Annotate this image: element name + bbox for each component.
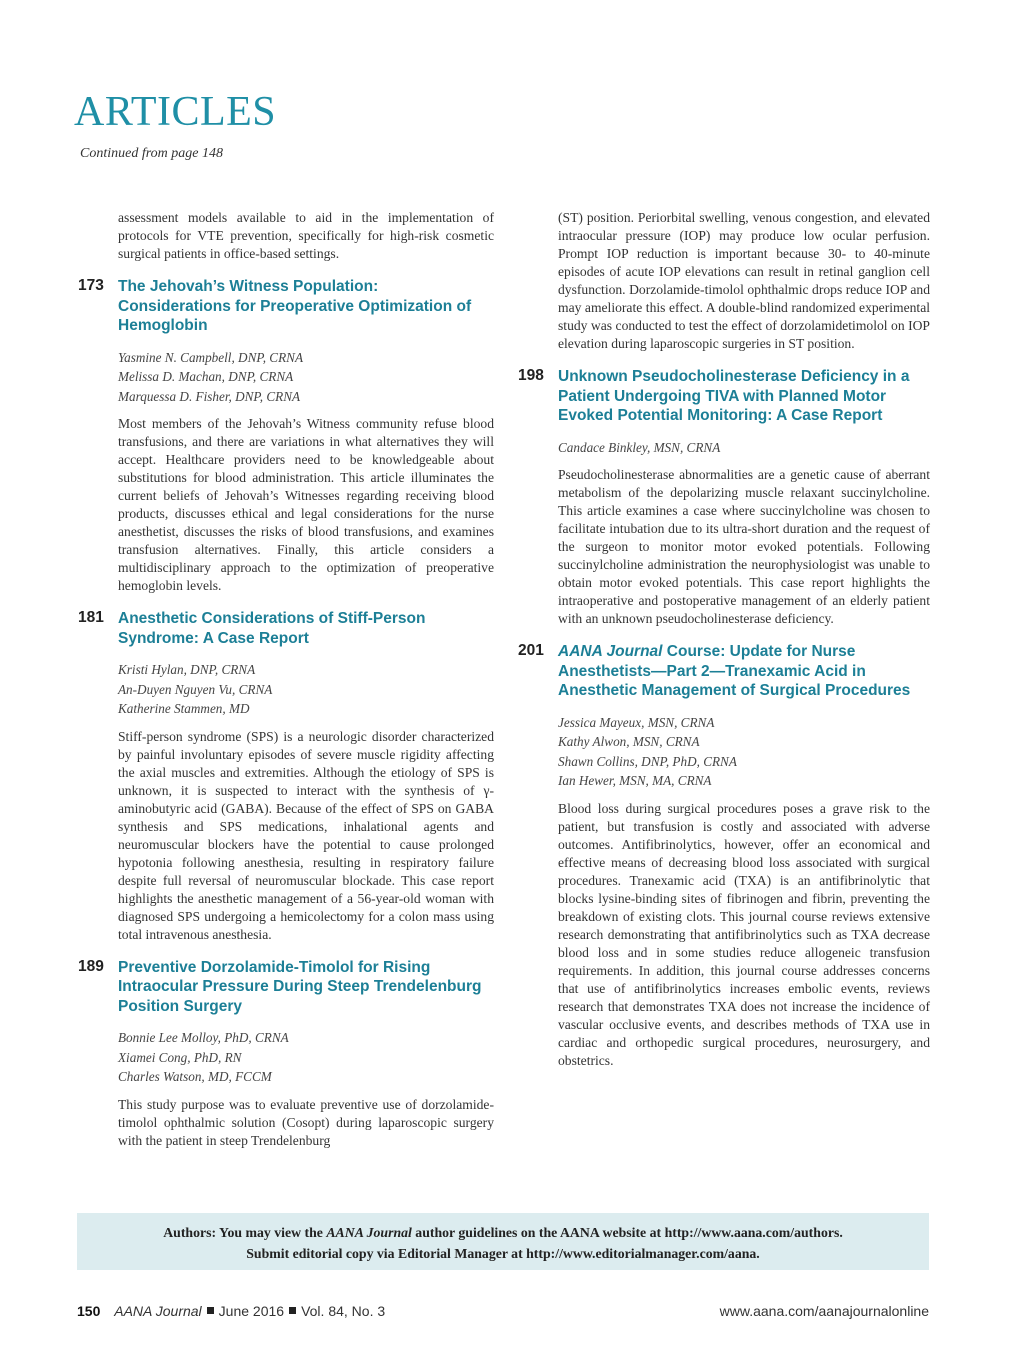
notice-prefix: Authors: You may view the [163,1225,327,1240]
footer-volume: Vol. 84, No. 3 [301,1303,386,1319]
author: Melissa D. Machan, DNP, CRNA [118,369,294,384]
article-title[interactable]: Unknown Pseudocholinesterase Deficiency in a Patient Undergoing TIVA with Planned Motor Evoked Potential Monitoring: A Case Report [558,368,910,424]
author: Candace Binkley, MSN, CRNA [558,439,721,455]
article-abstract: Blood loss during surgical procedures poses a grave risk to the patient, but transfusion is costly and associated with adverse outcomes. Antifibrinolytics, however, offer an economical and effective means of decreasing blood loss associated with surgical procedures. Tranexamic acid (TXA) is an antifibrinolytic that blocks lysine-binding sites of fibrinogen and fibrin, preventing the breakdown of existing clots. This journal course reviews extensive research demonstrating that antifibrinolytics such as TXA decrease blood loss and in some studies reduce allogeneic transfusion requirements. In addition, this journal course addresses concerns that use of antifibrinolytics increases embolic events, reviews research that demonstrates TXA does not increase the incidence of vascular occlusive events, and describes methods of TXA use in cardiac and orthopedic surgical procedures, neurosurgery, and obstetrics. [558,800,930,1068]
author: Jessica Mayeux, MSN, CRNA [558,714,715,730]
author-notice-box [77,1213,929,1270]
footer-page-number: 150 [77,1303,101,1319]
article-entry [70,609,494,944]
continuation-text: (ST) position. Periorbital swelling, venous congestion, and elevated intraocular pressure (IOP) may produce low ocular perfusion. Prompt IOP reduction is important because 30- to 40-minute episodes of acute IOP elevations can result in retinal ganglion cell dysfunction. Dorzolamide-timolol ophthalmic drops reduce IOP and may ameliorate this effect. A double-blind randomized experimental study was conducted to test the effect of dorzolamidetimolol on IOP elevation during laparoscopic surgeries in ST position. [558,210,930,351]
left-column [70,209,494,1150]
author: Charles Watson, MD, FCCM [118,1069,272,1084]
square-bullet-icon [289,1307,296,1314]
article-title[interactable]: The Jehovah’s Witness Population: Considerations for Preoperative Optimization of Hemoglobin [118,278,472,334]
notice-line-1 [77,1222,929,1243]
article-title[interactable]: Preventive Dorzolamide-Timolol for Rising Intraocular Pressure During Steep Trendelenburg Position Surgery [118,958,482,1015]
right-column [510,209,930,1070]
author: Ian Hewer, MSN, MA, CRNA [558,773,712,788]
author-list [558,438,930,458]
author: Kristi Hylan, DNP, CRNA [118,662,256,677]
journal-name: AANA Journal [558,643,663,660]
author-list [118,348,494,407]
article-page-number: 189 [78,957,104,975]
article-title[interactable]: Anesthetic Considerations of Stiff-Person Syndrome: A Case Report [118,610,426,647]
article-page-number: 201 [518,642,544,659]
article-entry [70,958,494,1150]
author: Shawn Collins, DNP, PhD, CRNA [558,753,737,769]
notice-line-2[interactable]: Submit editorial copy via Editorial Manager at http://www.editorialmanager.com/aana. [246,1246,760,1261]
author: Marquessa D. Fisher, DNP, CRNA [118,388,301,404]
article-title[interactable] [558,642,930,701]
article-page-number: 181 [78,609,104,626]
article-abstract: Pseudocholinesterase abnormalities are a genetic cause of aberrant metabolism of the depolarizing muscle relaxant succinylcholine. This article examines a case where succinylcholine was chosen to facilitate intubation due to its ultra-short duration and the request of the surgeon to monitor motor evoked potentials. Following succinylcholine administration the neurophysiologist was unable to obtain motor evoked potentials. This case report highlights the intraoperative and postoperative management of an elderly patient with an unknown pseudocholinesterase deficiency. [558,467,930,626]
author: Kathy Alwon, MSN, CRNA [558,734,700,749]
article-abstract: Stiff-person syndrome (SPS) is a neurologic disorder characterized by painful involuntary episodes of severe muscle rigidity affecting the axial muscles and extremities. Although the etiology of SPS is unknown, it is suspected to interact with the synthesis of γ-aminobutyric acid (GABA). Because of the effect of SPS on GABA synthesis and SPS medications, inhalational agents and neuromuscular blockers have the potential to cause prolonged hypotonia following anesthesia, resulting in respiratory failure despite full reversal of neuromuscular blockade. This case report highlights the anesthetic management of a 56-year-old woman with diagnosed SPS undergoing a hemicolectomy for a colon mass using total intravenous anesthesia. [118,728,494,942]
article-title-text: Course: Update for Nurse Anesthetists—Part 2—Tranexamic Acid in Anesthetic Management of Surgical Procedures [558,643,911,699]
author-list [118,660,494,719]
continuation-text: assessment models available to aid in the implementation of protocols for VTE prevention, specifically for high-risk cosmetic surgical patients in office-based settings. [118,210,494,261]
article-page-number: 198 [518,367,544,384]
article-abstract: Most members of the Jehovah’s Witness community refuse blood transfusions, and there are variations in what alternatives they will accept. Healthcare providers need to be knowledgeable about substitutions for blood administration. This article illuminates the current beliefs of Jehovah’s Witnesses regarding receiving blood products, discusses ethical and legal considerations for the nurse anesthetist, discusses the risks of blood transfusions, and examines transfusion alternatives. Finally, this article considers a multidisciplinary approach to the optimization of preoperative hemoglobin levels. [118,416,494,593]
author: Yasmine N. Campbell, DNP, CRNA [118,349,304,365]
author: Xiamei Cong, PhD, RN [118,1049,242,1065]
page-title: ARTICLES [74,89,277,135]
article-entry [510,642,930,1070]
author: Katherine Stammen, MD [118,701,250,716]
footer-url[interactable]: www.aana.com/aanajournalonline [719,1303,929,1319]
article-page-number: 173 [78,277,104,294]
author-list [118,1028,494,1087]
square-bullet-icon [207,1307,214,1314]
article-entry [70,277,494,595]
footer-journal: AANA Journal [114,1303,202,1319]
notice-journal-name: AANA Journal [326,1225,412,1240]
article-entry [510,367,930,628]
author-list [558,713,930,791]
author: Bonnie Lee Molloy, PhD, CRNA [118,1030,289,1045]
notice-author-link[interactable]: author guidelines on the AANA website at http://www.aana.com/authors. [411,1225,843,1240]
page-footer [77,1303,929,1319]
author: An-Duyen Nguyen Vu, CRNA [118,681,273,697]
article-abstract: This study purpose was to evaluate preventive use of dorzolamide-timolol ophthalmic solution (Cosopt) during laparoscopic surgery with the patient in steep Trendelenburg [118,1096,494,1148]
footer-date: June 2016 [218,1303,285,1319]
continued-note: Continued from page 148 [80,146,223,161]
